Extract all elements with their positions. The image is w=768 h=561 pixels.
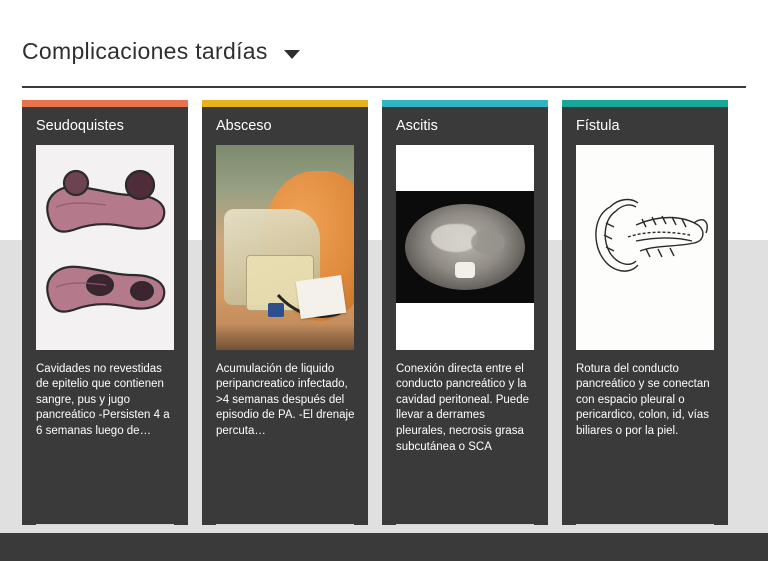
pancreas-pseudocyst-illustration bbox=[36, 145, 174, 350]
title-divider bbox=[22, 86, 746, 88]
card-title: Ascitis bbox=[396, 118, 438, 134]
card-fistula[interactable] bbox=[562, 100, 728, 525]
slide-title bbox=[22, 38, 746, 86]
card-accent-bar bbox=[562, 100, 728, 107]
card-accent-bar bbox=[22, 100, 188, 107]
card-ascitis[interactable] bbox=[382, 100, 548, 525]
card-list bbox=[22, 100, 746, 525]
card-body: Acumulación de liquido peripancreatico infectado, >4 semanas después del episodio de PA. -El drenaje percuta… bbox=[216, 362, 355, 437]
abdominal-ct-scan bbox=[396, 145, 534, 350]
percutaneous-drainage-photo bbox=[216, 145, 354, 350]
slide-title-text: Complicaciones tardías bbox=[22, 38, 268, 64]
card-underline bbox=[576, 524, 714, 525]
card-underline bbox=[396, 524, 534, 525]
card-accent-bar bbox=[202, 100, 368, 107]
card-title: Fístula bbox=[576, 118, 620, 134]
chevron-down-icon[interactable] bbox=[284, 50, 300, 59]
card-body: Conexión directa entre el conducto pancreático y la cavidad peritoneal. Puede llevar a derrames pleurales, necrosis grasa subcutánea o SCA bbox=[396, 362, 529, 453]
background-band-bottom bbox=[0, 533, 768, 561]
card-title: Seudoquistes bbox=[36, 118, 124, 134]
card-absceso[interactable] bbox=[202, 100, 368, 525]
card-body: Cavidades no revestidas de epitelio que contienen sangre, pus y jugo pancreático -Persisten 4 a 6 semanas luego de… bbox=[36, 362, 170, 437]
card-title: Absceso bbox=[216, 118, 272, 134]
card-underline bbox=[216, 524, 354, 525]
pancreas-illustration-svg bbox=[36, 145, 174, 350]
card-underline bbox=[36, 524, 174, 525]
card-body: Rotura del conducto pancreático y se conectan con espacio pleural o pericardico, colon, id, vías biliares o por la piel. bbox=[576, 362, 710, 437]
duct-drawing-svg bbox=[576, 145, 714, 350]
pancreatic-duct-line-drawing bbox=[576, 145, 714, 350]
card-seudoquistes[interactable] bbox=[22, 100, 188, 525]
card-accent-bar bbox=[382, 100, 548, 107]
